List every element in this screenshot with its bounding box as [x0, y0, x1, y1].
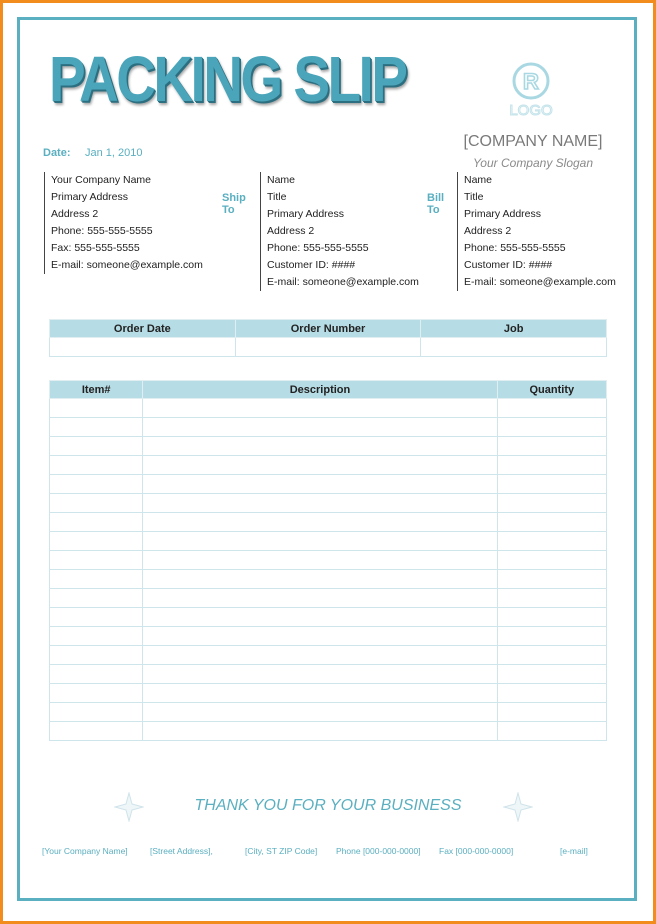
bill-to-line: Address 2	[464, 225, 512, 237]
quantity-cell[interactable]	[497, 494, 606, 513]
sparkle-icon	[114, 792, 144, 822]
description-cell[interactable]	[143, 418, 497, 437]
sender-line: Primary Address	[51, 191, 129, 203]
job-header: Job	[421, 320, 607, 338]
table-row	[50, 338, 607, 357]
ship-to-label	[222, 192, 246, 216]
item-number-cell[interactable]	[50, 589, 143, 608]
bill-to-line: Customer ID: ####	[464, 259, 553, 271]
quantity-header: Quantity	[497, 381, 606, 399]
quantity-cell[interactable]	[497, 684, 606, 703]
description-cell[interactable]	[143, 722, 497, 741]
sender-line: Your Company Name	[51, 174, 151, 186]
description-cell[interactable]	[143, 437, 497, 456]
item-number-cell[interactable]	[50, 684, 143, 703]
description-cell[interactable]	[143, 532, 497, 551]
item-number-cell[interactable]	[50, 494, 143, 513]
description-cell[interactable]	[143, 551, 497, 570]
table-row	[50, 418, 607, 437]
sender-line: Phone: 555-555-5555	[51, 225, 153, 237]
bill-to-line: Phone: 555-555-5555	[464, 242, 566, 254]
packing-slip-page	[3, 3, 653, 921]
item-number-cell[interactable]	[50, 437, 143, 456]
sender-line: Fax: 555-555-5555	[51, 242, 140, 254]
items-body	[50, 399, 607, 741]
table-row	[50, 608, 607, 627]
table-row	[50, 684, 607, 703]
ship-to-label-line: Ship	[222, 192, 246, 204]
table-row	[50, 475, 607, 494]
table-row	[50, 665, 607, 684]
ship-to-label-line: To	[222, 204, 235, 216]
items-table	[49, 380, 607, 741]
quantity-cell[interactable]	[497, 551, 606, 570]
description-cell[interactable]	[143, 399, 497, 418]
bill-to-block	[457, 172, 616, 291]
bill-to-label	[427, 192, 444, 216]
description-cell[interactable]	[143, 513, 497, 532]
order-number-header: Order Number	[235, 320, 421, 338]
sender-block	[44, 172, 203, 274]
bill-to-line: Name	[464, 174, 493, 186]
description-cell[interactable]	[143, 703, 497, 722]
table-row	[50, 513, 607, 532]
description-cell[interactable]	[143, 475, 497, 494]
ship-to-line: Name	[267, 174, 296, 186]
description-cell[interactable]	[143, 684, 497, 703]
table-row	[50, 456, 607, 475]
ship-to-line: Customer ID: ####	[267, 259, 356, 271]
logo-icon	[503, 59, 559, 119]
footer-city: [City, ST ZIP Code]	[245, 846, 318, 856]
company-slogan: Your Company Slogan	[472, 156, 594, 170]
item-number-cell[interactable]	[50, 627, 143, 646]
logo-letter: R	[523, 69, 539, 94]
table-row	[50, 703, 607, 722]
item-number-cell[interactable]	[50, 703, 143, 722]
bill-to-line: Primary Address	[464, 208, 542, 220]
quantity-cell[interactable]	[497, 475, 606, 494]
table-row	[50, 532, 607, 551]
ship-to-block	[260, 172, 419, 291]
sender-line: E-mail: someone@example.com	[51, 259, 203, 271]
footer-street: [Street Address],	[150, 846, 213, 856]
description-cell[interactable]	[143, 589, 497, 608]
table-row	[50, 722, 607, 741]
description-cell[interactable]	[143, 456, 497, 475]
order-date-cell[interactable]	[50, 338, 236, 357]
ship-to-line: Title	[267, 191, 287, 203]
table-row	[50, 494, 607, 513]
footer-company: [Your Company Name]	[42, 846, 128, 856]
quantity-cell[interactable]	[497, 608, 606, 627]
table-row	[50, 589, 607, 608]
quantity-cell[interactable]	[497, 589, 606, 608]
quantity-cell[interactable]	[497, 665, 606, 684]
quantity-cell[interactable]	[497, 399, 606, 418]
item-number-cell[interactable]	[50, 570, 143, 589]
quantity-cell[interactable]	[497, 646, 606, 665]
quantity-cell[interactable]	[497, 437, 606, 456]
footer-email: [e-mail]	[560, 846, 588, 856]
date-label: Date:	[43, 147, 71, 159]
description-cell[interactable]	[143, 665, 497, 684]
description-cell[interactable]	[143, 608, 497, 627]
quantity-cell[interactable]	[497, 570, 606, 589]
date-value: Jan 1, 2010	[85, 147, 143, 159]
item-number-cell[interactable]	[50, 722, 143, 741]
description-cell[interactable]	[143, 646, 497, 665]
bill-to-line: E-mail: someone@example.com	[464, 276, 616, 288]
table-row	[50, 399, 607, 418]
description-cell[interactable]	[143, 627, 497, 646]
item-number-cell[interactable]	[50, 646, 143, 665]
quantity-cell[interactable]	[497, 532, 606, 551]
ship-to-line: E-mail: someone@example.com	[267, 276, 419, 288]
item-number-cell[interactable]	[50, 551, 143, 570]
item-number-cell[interactable]	[50, 513, 143, 532]
logo-text: LOGO	[509, 102, 553, 119]
quantity-cell[interactable]	[497, 456, 606, 475]
footer-fax: Fax [000-000-0000]	[439, 846, 514, 856]
item-number-cell[interactable]	[50, 475, 143, 494]
order-table	[49, 319, 607, 357]
quantity-cell[interactable]	[497, 418, 606, 437]
quantity-cell[interactable]	[497, 513, 606, 532]
item-number-cell[interactable]	[50, 418, 143, 437]
ship-to-line: Primary Address	[267, 208, 345, 220]
bill-to-label-line: Bill	[427, 192, 445, 204]
job-cell[interactable]	[421, 338, 607, 357]
description-cell[interactable]	[143, 494, 497, 513]
sparkle-icon	[503, 792, 533, 822]
document-title: PACKING SLIP	[49, 43, 406, 115]
item-number-cell[interactable]	[50, 665, 143, 684]
item-number-cell[interactable]	[50, 608, 143, 627]
bill-to-line: Title	[464, 191, 484, 203]
sender-line: Address 2	[51, 208, 99, 220]
table-row	[50, 551, 607, 570]
order-date-header: Order Date	[50, 320, 236, 338]
table-row	[50, 627, 607, 646]
quantity-cell[interactable]	[497, 722, 606, 741]
company-name: [COMPANY NAME]	[463, 133, 603, 150]
item-number-cell[interactable]	[50, 532, 143, 551]
quantity-cell[interactable]	[497, 627, 606, 646]
table-row	[50, 570, 607, 589]
description-header: Description	[143, 381, 497, 399]
ship-to-line: Phone: 555-555-5555	[267, 242, 369, 254]
table-row	[50, 437, 607, 456]
order-number-cell[interactable]	[235, 338, 421, 357]
thank-you-message: THANK YOU FOR YOUR BUSINESS	[194, 797, 462, 814]
item-number-cell[interactable]	[50, 456, 143, 475]
table-row	[50, 646, 607, 665]
item-number-cell[interactable]	[50, 399, 143, 418]
quantity-cell[interactable]	[497, 703, 606, 722]
bill-to-label-line: To	[427, 204, 440, 216]
item-number-header: Item#	[50, 381, 143, 399]
description-cell[interactable]	[143, 570, 497, 589]
footer-phone: Phone [000-000-0000]	[336, 846, 421, 856]
ship-to-line: Address 2	[267, 225, 315, 237]
